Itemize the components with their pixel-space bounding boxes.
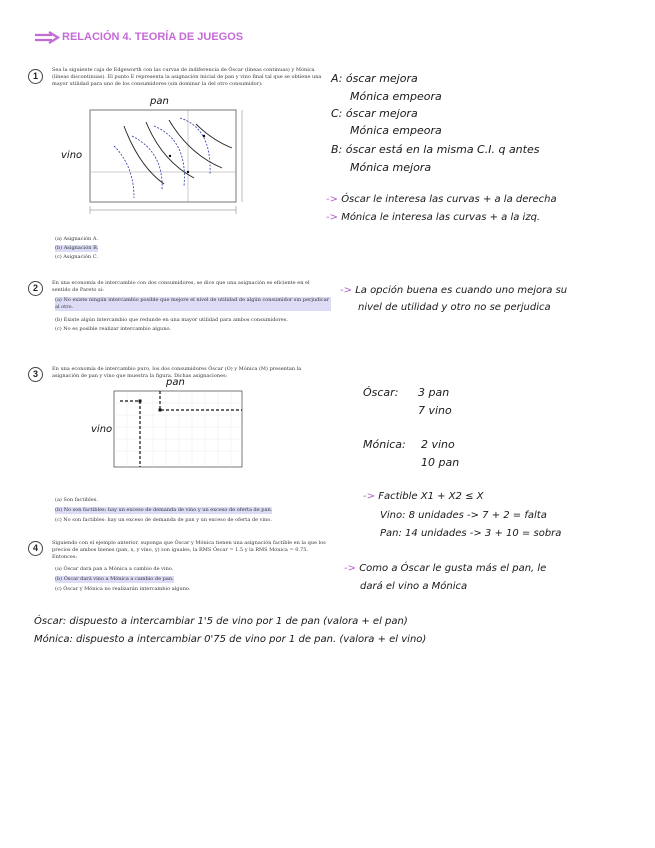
q1-note-b2: Mónica mejora <box>350 161 432 174</box>
edgeworth-box-graph-3 <box>110 388 246 476</box>
q3-oscar-label: Óscar: <box>363 386 399 399</box>
q3-oscar-pan: 3 pan <box>418 386 450 399</box>
q1-arrow-note-2 <box>326 212 540 223</box>
q1-note-a: A: óscar mejora <box>331 72 418 85</box>
q3-factible <box>363 491 483 502</box>
q1-option-b: (b) Asignación B. <box>55 245 99 251</box>
q4-option-b: (b) Óscar dará vino a Mónica a cambio de pan. <box>55 576 174 582</box>
page-title: RELACIÓN 4. TEORÍA DE JUEGOS <box>62 31 244 43</box>
q4-option-c: (c) Óscar y Mónica no realizarán intercambio alguno. <box>55 586 191 592</box>
question-number-4: 4 <box>28 541 43 556</box>
arrow-icon: -> <box>326 212 338 223</box>
q4-bottom-oscar: Óscar: dispuesto a intercambiar 1'5 de vino por 1 de pan (valora + el pan) <box>34 616 408 627</box>
q2-option-a: (a) No existe ningún intercambio posible que mejore el nivel de utilidad de algún consumidor sin perjudicar al otro. <box>55 297 330 310</box>
q3-factible-text: Factible X1 + X2 ≤ X <box>378 491 484 502</box>
graph3-label-vino: vino <box>91 424 113 435</box>
graph3-label-pan: pan <box>166 377 185 388</box>
q2-note-text-1: La opción buena es cuando uno mejora su <box>355 285 568 296</box>
arrow-icon: -> <box>340 285 352 296</box>
arrow-icon: -> <box>326 194 338 205</box>
q3-option-c: (c) No son factibles: hay un exceso de demanda de pan y un exceso de oferta de vino. <box>55 517 272 523</box>
question-3-text: En una economía de intercambio puro, los dos consumidores Óscar (O) y Mónica (M) presentan la asignación de pan y vino que muestra la figura. Dichas asignaciones: <box>52 366 302 379</box>
q1-note-b: B: óscar está en la misma C.I. q antes <box>331 143 540 156</box>
graph1-label-pan: pan <box>150 96 169 107</box>
q1-arrow-note-1 <box>326 194 557 205</box>
edgeworth-box-graph-1 <box>84 106 244 216</box>
q1-option-a: (a) Asignación A. <box>55 236 99 242</box>
q1-note-c: C: óscar mejora <box>331 107 418 120</box>
question-2-text: En una economía de intercambio con dos consumidores, se dice que una asignación es eficiente en el sentido de Pareto si: <box>52 280 310 293</box>
arrow-icon: -> <box>344 563 356 574</box>
question-number-2: 2 <box>28 281 43 296</box>
q1-arrow-text-2: Mónica le interesa las curvas + a la izq. <box>341 212 541 223</box>
q3-monica-vino: 2 vino <box>421 438 455 451</box>
question-1-text: Sea la siguiente caja de Edgeworth con las curvas de indiferencia de Óscar (líneas continuas) y Mónica (líneas discontinuas). El punto E representa la asignación inicial de pan y vino final tal que se obtiene una mayor utilidad para uno de los consumidores (sin dominar la del otro consumidor): <box>52 67 322 87</box>
q1-note-a2: Mónica empeora <box>350 90 442 103</box>
q3-pan-line: Pan: 14 unidades -> 3 + 10 = sobra <box>380 528 562 539</box>
q3-vino-line: Vino: 8 unidades -> 7 + 2 = falta <box>380 510 547 521</box>
question-number-3: 3 <box>28 367 43 382</box>
q1-note-c2: Mónica empeora <box>350 124 442 137</box>
q1-arrow-text-1: Óscar le interesa las curvas + a la derecha <box>341 194 557 205</box>
q4-option-a: (a) Óscar dará pan a Mónica a cambio de vino. <box>55 566 174 572</box>
q2-note-2: nivel de utilidad y otro no se perjudica <box>358 302 551 313</box>
q3-monica-pan: 10 pan <box>421 456 460 469</box>
q3-option-b: (b) No son factibles: hay un exceso de demanda de vino y un exceso de oferta de pan. <box>55 507 273 513</box>
q3-monica-label: Mónica: <box>363 438 406 451</box>
q4-note-1 <box>344 563 546 574</box>
graph1-label-vino: vino <box>61 150 83 161</box>
q4-bottom-monica: Mónica: dispuesto a intercambiar 0'75 de vino por 1 de pan. (valora + el vino) <box>34 634 427 645</box>
q2-option-c: (c) No es posible realizar intercambio alguno. <box>55 326 172 332</box>
q3-oscar-vino: 7 vino <box>418 404 452 417</box>
q3-option-a: (a) Son factibles. <box>55 497 98 503</box>
question-4-text: Siguiendo con el ejemplo anterior, suponga que Óscar y Mónica tienen una asignación factible en la que los precios de ambos bienes (pan, x, y vino, y) son iguales, la RMS Óscar = 1.5 y la RMS Mónica = 0.75. Entonces: <box>52 540 326 560</box>
q2-option-b: (b) Existe algún intercambio que redunde en una mayor utilidad para ambos consumidores. <box>55 317 288 323</box>
arrow-icon: -> <box>363 491 375 502</box>
q4-note-2: dará el vino a Mónica <box>360 581 468 592</box>
question-number-1: 1 <box>28 69 43 84</box>
q2-note-1 <box>340 285 567 296</box>
q1-option-c: (c) Asignación C. <box>55 254 98 260</box>
double-arrow-icon <box>34 31 60 45</box>
q4-note-text-1: Como a Óscar le gusta más el pan, le <box>359 563 547 574</box>
